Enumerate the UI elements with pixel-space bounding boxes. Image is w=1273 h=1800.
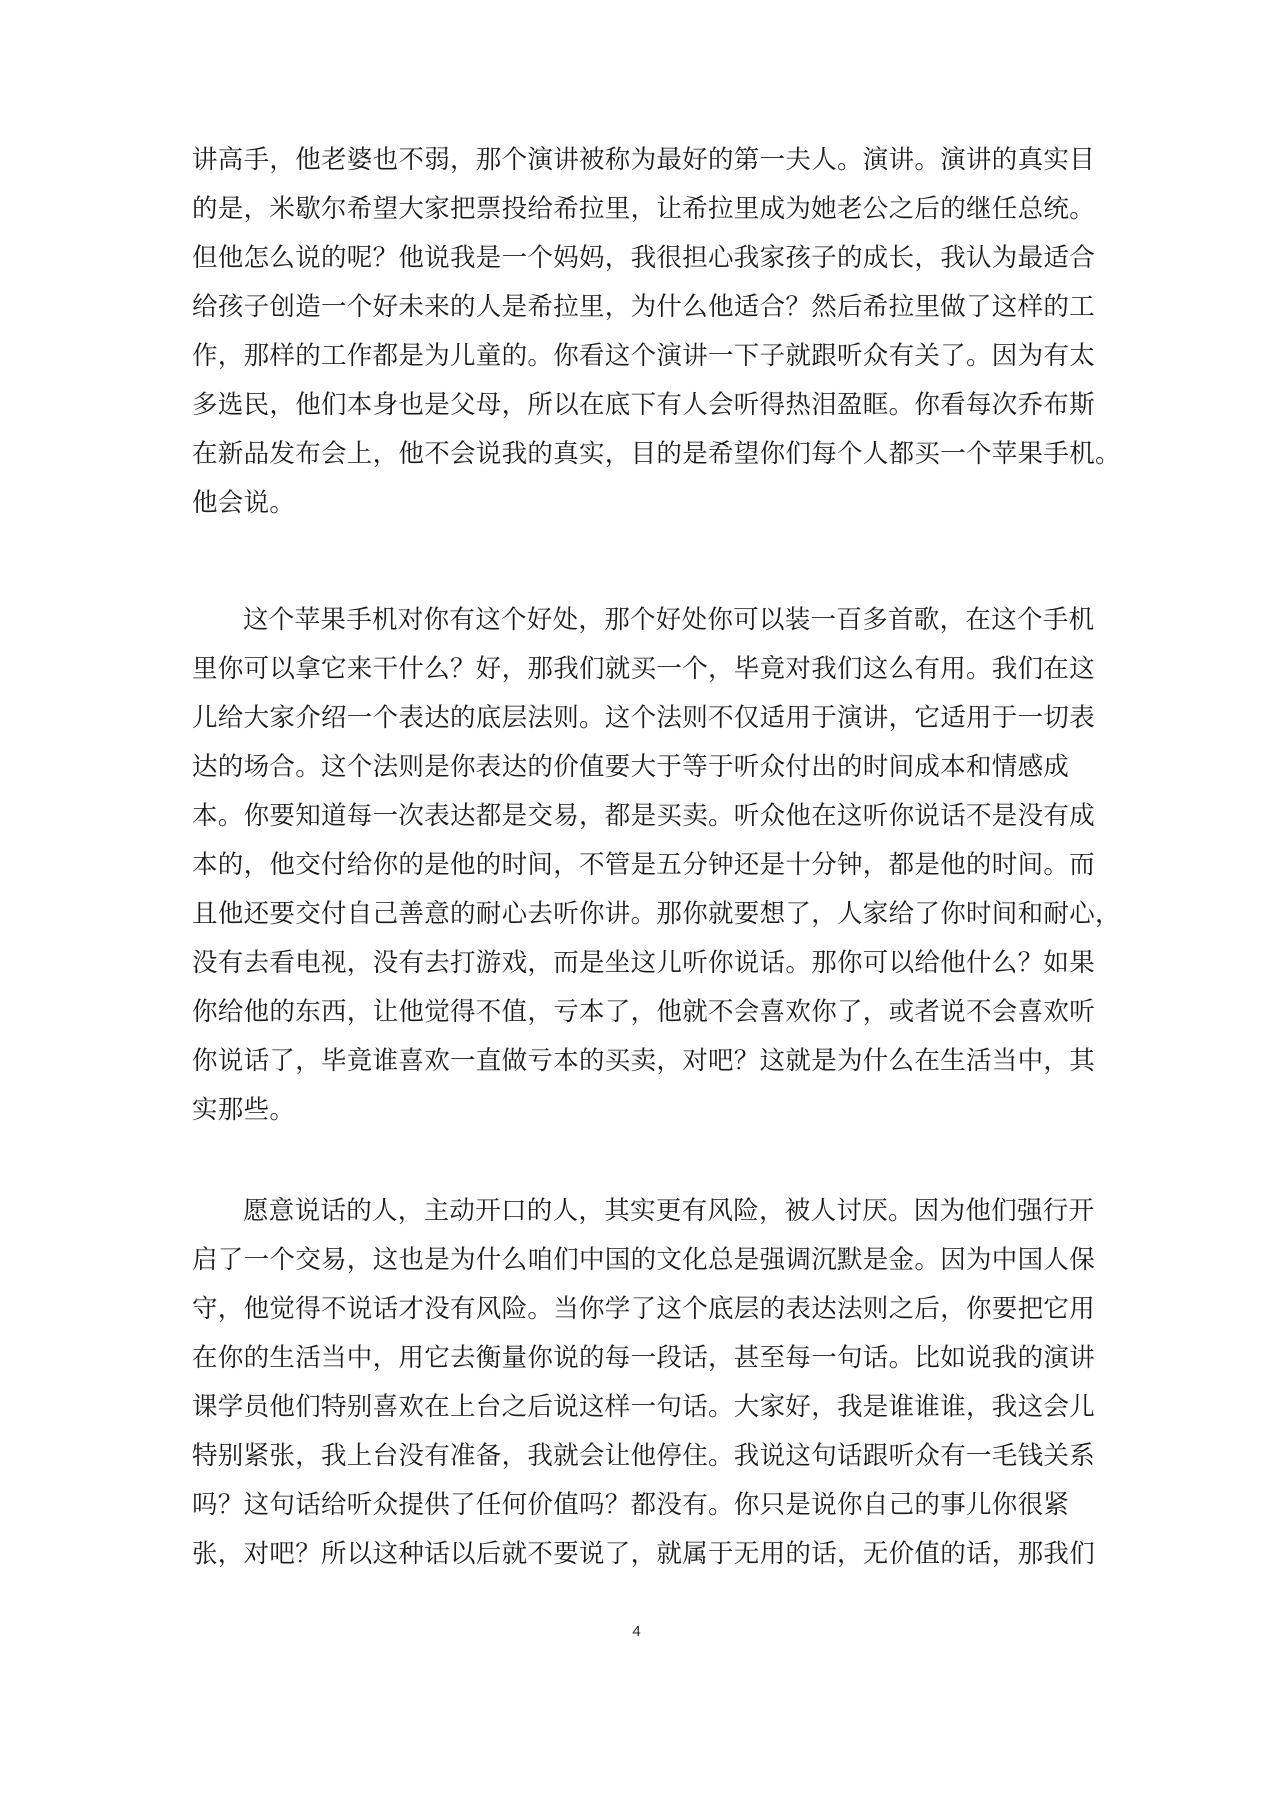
- paragraph-line: 作，那样的工作都是为儿童的。你看这个演讲一下子就跟听众有关了。因为有太: [192, 341, 1096, 371]
- paragraph-line: 你给他的东西，让他觉得不值，亏本了，他就不会喜欢你了，或者说不会喜欢听: [192, 997, 1096, 1027]
- paragraph-line: 儿给大家介绍一个表达的底层法则。这个法则不仅适用于演讲，它适用于一切表: [192, 703, 1096, 733]
- paragraph-line: 里你可以拿它来干什么？好，那我们就买一个，毕竟对我们这么有用。我们在这: [192, 654, 1096, 684]
- paragraph-line: 守，他觉得不说话才没有风险。当你学了这个底层的表达法则之后，你要把它用: [192, 1294, 1096, 1324]
- paragraph-1: [192, 136, 1121, 528]
- paragraph-line: 达的场合。这个法则是你表达的价值要大于等于听众付出的时间成本和情感成: [192, 752, 1070, 782]
- paragraph-line: 且他还要交付自己善意的耐心去听你讲。那你就要想了，人家给了你时间和耐心，: [192, 899, 1121, 929]
- paragraph-line: 在你的生活当中，用它去衡量你说的每一段话，甚至每一句话。比如说我的演讲: [192, 1343, 1096, 1373]
- paragraph-line: 课学员他们特别喜欢在上台之后说这样一句话。大家好，我是谁谁谁，我这会儿: [192, 1392, 1096, 1422]
- page-number: 4: [632, 1623, 641, 1640]
- paragraph-line: 的是，米歇尔希望大家把票投给希拉里，让希拉里成为她老公之后的继任总统。: [192, 194, 1096, 224]
- paragraph-line: 在新品发布会上，他不会说我的真实，目的是希望你们每个人都买一个苹果手机。: [192, 439, 1121, 469]
- paragraph-2: [192, 596, 1121, 1135]
- paragraph-line: 张，对吧？所以这种话以后就不要说了，就属于无用的话，无价值的话，那我们: [192, 1539, 1096, 1569]
- paragraph-line: 但他怎么说的呢？他说我是一个妈妈，我很担心我家孩子的成长，我认为最适合: [192, 243, 1096, 273]
- paragraph-line: 特别紧张，我上台没有准备，我就会让他停住。我说这句话跟听众有一毛钱关系: [192, 1441, 1096, 1471]
- paragraph-line: 本的，他交付给你的是他的时间，不管是五分钟还是十分钟，都是他的时间。而: [192, 850, 1096, 880]
- paragraph-line: 这个苹果手机对你有这个好处，那个好处你可以装一百多首歌，在这个手机: [243, 605, 1095, 635]
- paragraph-line: 多选民，他们本身也是父母，所以在底下有人会听得热泪盈眶。你看每次乔布斯: [192, 390, 1096, 420]
- paragraph-line: 启了一个交易，这也是为什么咱们中国的文化总是强调沉默是金。因为中国人保: [192, 1245, 1096, 1275]
- paragraph-line: 他会说。: [192, 488, 296, 518]
- paragraph-line: 讲高手，他老婆也不弱，那个演讲被称为最好的第一夫人。演讲。演讲的真实目: [192, 145, 1096, 175]
- paragraph-line: 本。你要知道每一次表达都是交易，都是买卖。听众他在这听你说话不是没有成: [192, 801, 1096, 831]
- paragraph-line: 给孩子创造一个好未来的人是希拉里，为什么他适合？然后希拉里做了这样的工: [192, 292, 1096, 322]
- paragraph-line: 吗？这句话给听众提供了任何价值吗？都没有。你只是说你自己的事儿你很紧: [192, 1490, 1070, 1520]
- paragraph-line: 愿意说话的人，主动开口的人，其实更有风险，被人讨厌。因为他们强行开: [243, 1196, 1095, 1226]
- paragraph-line: 你说话了，毕竟谁喜欢一直做亏本的买卖，对吧？这就是为什么在生活当中，其: [192, 1046, 1096, 1076]
- paragraph-3: [192, 1187, 1096, 1579]
- paragraph-line: 实那些。: [192, 1095, 296, 1125]
- paragraph-line: 没有去看电视，没有去打游戏，而是坐这儿听你说话。那你可以给他什么？如果: [192, 948, 1096, 978]
